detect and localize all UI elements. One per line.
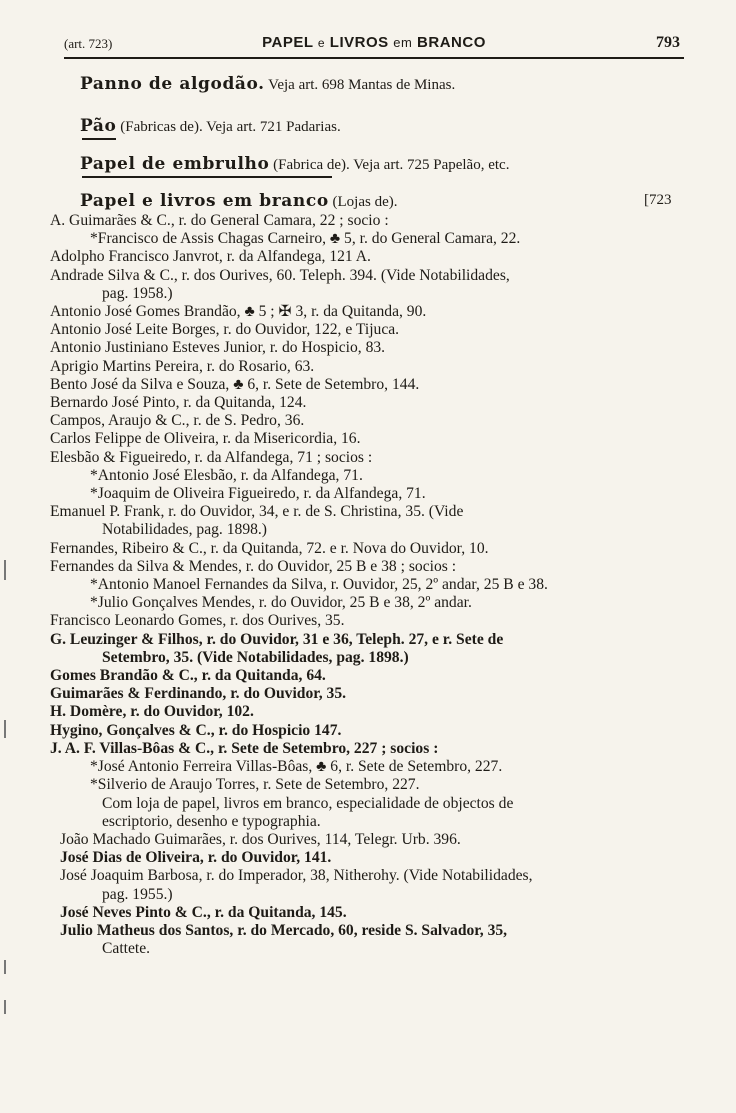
- list-item: Antonio Justiniano Esteves Junior, r. do Hospicio, 83.: [50, 339, 386, 357]
- margin-mark: [4, 720, 6, 738]
- list-item: Adolpho Francisco Janvrot, r. da Alfandega, 121 A.: [50, 248, 371, 266]
- list-item: Cattete.: [102, 940, 151, 958]
- list-item: Bento José da Silva e Souza, ♣ 6, r. Sete de Setembro, 144.: [50, 375, 420, 393]
- section-heading: Papel e livros em branco: [80, 191, 329, 211]
- list-item: Campos, Araujo & C., r. de S. Pedro, 36.: [50, 412, 305, 430]
- list-item: H. Domère, r. do Ouvidor, 102.: [50, 703, 254, 721]
- section-rule: [82, 138, 116, 140]
- list-item: *Antonio Manoel Fernandes da Silva, r. Ouvidor, 25, 2º andar, 25 B e 38.: [90, 576, 548, 594]
- section-panno: [80, 74, 455, 94]
- list-item: José Joaquim Barbosa, r. do Imperador, 38, Nitherohy. (Vide Notabilidades,: [60, 867, 533, 885]
- list-item: pag. 1955.): [102, 885, 173, 903]
- header-rule: [64, 57, 684, 59]
- article-number: [723: [644, 192, 672, 208]
- margin-mark: [4, 560, 6, 580]
- page-number: 793: [656, 34, 680, 51]
- list-item: José Neves Pinto & C., r. da Quitanda, 145.: [60, 903, 347, 921]
- list-item: G. Leuzinger & Filhos, r. do Ouvidor, 31 e 36, Teleph. 27, e r. Sete de: [50, 630, 504, 648]
- list-item: pag. 1958.): [102, 284, 173, 302]
- header-title: PAPEL e LIVROS em BRANCO: [262, 34, 486, 51]
- list-item: *Antonio José Elesbão, r. da Alfandega, 71.: [90, 466, 363, 484]
- list-item: Bernardo José Pinto, r. da Quitanda, 124.: [50, 394, 307, 412]
- section-text: (Lojas de).: [328, 194, 398, 210]
- section-heading: Papel de embrulho: [80, 154, 270, 174]
- list-item: *Silverio de Araujo Torres, r. Sete de Setembro, 227.: [90, 776, 420, 794]
- section-text: (Fabrica de). Veja art. 725 Papelão, etc.: [269, 157, 510, 173]
- section-heading: Panno de algodão.: [80, 74, 265, 94]
- list-item: Julio Matheus dos Santos, r. do Mercado, 60, reside S. Salvador, 35,: [60, 921, 508, 939]
- list-item: José Dias de Oliveira, r. do Ouvidor, 141.: [60, 849, 332, 867]
- list-item: Francisco Leonardo Gomes, r. dos Ourives, 35.: [50, 612, 345, 630]
- list-item: Fernandes, Ribeiro & C., r. da Quitanda, 72. e r. Nova do Ouvidor, 10.: [50, 539, 489, 557]
- list-item: *Julio Gonçalves Mendes, r. do Ouvidor, 25 B e 38, 2º andar.: [90, 594, 472, 612]
- entries-list: [50, 212, 698, 958]
- section-heading: Pão: [80, 116, 117, 136]
- list-item: Emanuel P. Frank, r. do Ouvidor, 34, e r. de S. Christina, 35. (Vide: [50, 503, 464, 521]
- list-item: Antonio José Leite Borges, r. do Ouvidor, 122, e Tijuca.: [50, 321, 400, 339]
- list-item: Andrade Silva & C., r. dos Ourives, 60. Teleph. 394. (Vide Notabilidades,: [50, 266, 510, 284]
- header-article-ref: (art. 723): [64, 36, 113, 51]
- list-item: A. Guimarães & C., r. do General Camara, 22 ; socio :: [50, 212, 389, 229]
- list-item: Elesbão & Figueiredo, r. da Alfandega, 71 ; socios :: [50, 448, 373, 466]
- list-item: Carlos Felippe de Oliveira, r. da Misericordia, 16.: [50, 430, 361, 448]
- list-item: Gomes Brandão & C., r. da Quitanda, 64.: [50, 667, 326, 685]
- list-item: *José Antonio Ferreira Villas-Bôas, ♣ 6, r. Sete de Setembro, 227.: [90, 758, 503, 776]
- list-item: Notabilidades, pag. 1898.): [102, 521, 267, 539]
- section-rule: [82, 176, 332, 178]
- margin-mark: [4, 1000, 6, 1014]
- margin-mark: [4, 960, 6, 974]
- list-item: Com loja de papel, livros em branco, especialidade de objectos de: [102, 794, 514, 812]
- list-item: *Joaquim de Oliveira Figueiredo, r. da Alfandega, 71.: [90, 485, 426, 503]
- list-item: Fernandes da Silva & Mendes, r. do Ouvidor, 25 B e 38 ; socios :: [50, 557, 457, 575]
- section-text: Veja art. 698 Mantas de Minas.: [264, 77, 456, 93]
- list-item: escriptorio, desenho e typographia.: [102, 812, 321, 830]
- section-papel-livros: [80, 191, 398, 211]
- list-item: Aprigio Martins Pereira, r. do Rosario, 63.: [50, 357, 315, 375]
- list-item: Antonio José Gomes Brandão, ♣ 5 ; ✠ 3, r. da Quitanda, 90.: [50, 303, 427, 321]
- list-item: Guimarães & Ferdinando, r. do Ouvidor, 35.: [50, 685, 347, 703]
- list-item: Setembro, 35. (Vide Notabilidades, pag. 1898.): [102, 648, 409, 666]
- list-item: João Machado Guimarães, r. dos Ourives, 114, Telegr. Urb. 396.: [60, 830, 461, 848]
- section-papel-embrulho: [80, 154, 509, 174]
- list-item: Hygino, Gonçalves & C., r. do Hospicio 147.: [50, 721, 342, 739]
- list-item: *Francisco de Assis Chagas Carneiro, ♣ 5, r. do General Camara, 22.: [90, 230, 521, 248]
- section-text: (Fabricas de). Veja art. 721 Padarias.: [116, 119, 341, 135]
- section-pao: [80, 116, 341, 136]
- page-header: [64, 31, 684, 57]
- list-item: J. A. F. Villas-Bôas & C., r. Sete de Setembro, 227 ; socios :: [50, 739, 439, 757]
